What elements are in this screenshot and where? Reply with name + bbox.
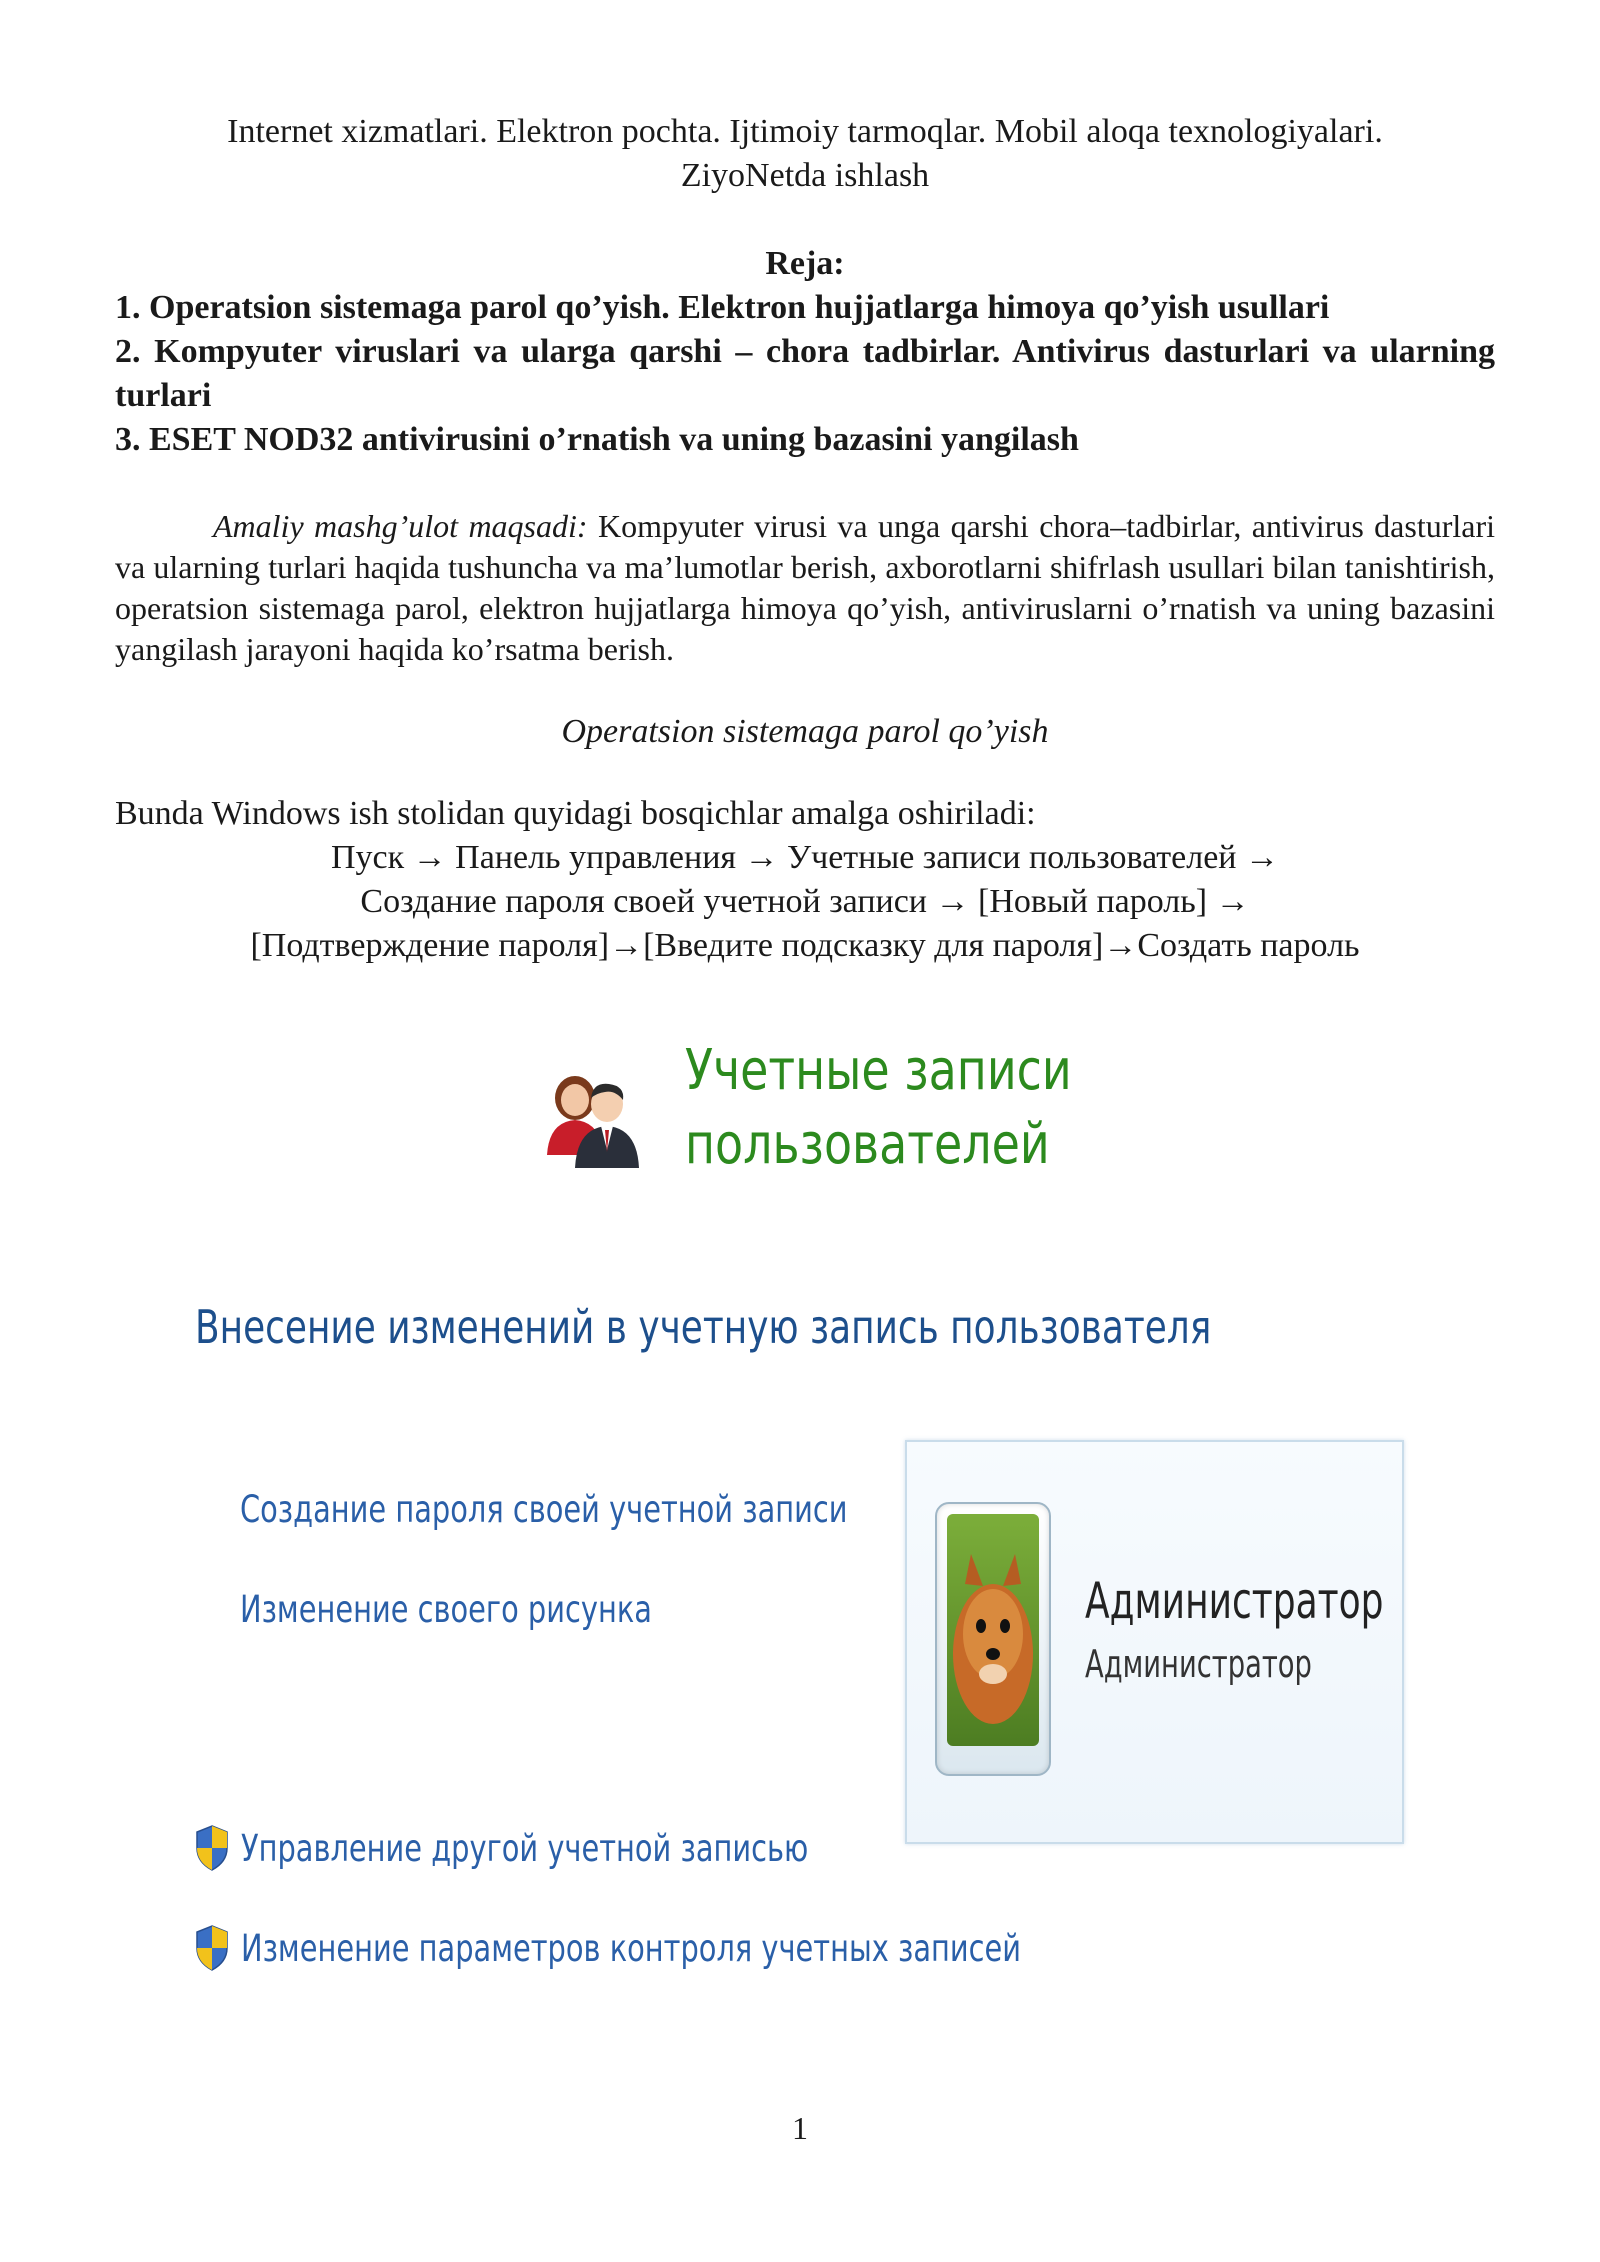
aim-label: Amaliy mashg’ulot maqsadi: [213, 508, 588, 544]
shield-icon [195, 1824, 229, 1872]
plan-item-2: 2. Kompyuter viruslari va ularga qarshi – chora tadbirlar. Antivirus dasturlari va ularning turlari [115, 333, 1495, 414]
account-role: Администратор [1085, 1642, 1312, 1686]
steps-line-1: Пуск → Панель управления → Учетные записи пользователей → [330, 839, 1279, 876]
plan-list [115, 286, 1495, 462]
dog-avatar [947, 1514, 1039, 1746]
users-icon [535, 1060, 645, 1170]
aim-paragraph [115, 506, 1495, 670]
avatar[interactable] [935, 1502, 1051, 1776]
plan-item-3: 3. ESET NOD32 antivirusini o’rnatish va uning bazasini yangilash [115, 421, 1079, 458]
manage-other-account-link[interactable] [195, 1818, 968, 1878]
account-card [905, 1440, 1404, 1844]
intro-text: Bunda Windows ish stolidan quyidagi bosqichlar amalga oshiriladi: [115, 795, 1036, 832]
page-number: 1 [792, 2110, 808, 2146]
header-line-1: Учетные записи [685, 1038, 1072, 1103]
document-body [115, 110, 1495, 968]
uac-settings-label: Изменение параметров контроля учетных записей [241, 1926, 1022, 1970]
document-title [115, 110, 1495, 198]
steps-line-2: Создание пароля своей учетной записи → [Новый пароль] → [360, 883, 1250, 920]
user-accounts-header [535, 1030, 1135, 1230]
title-line-1: Internet xizmatlari. Elektron pochta. Ijtimoiy tarmoqlar. Mobil aloqa texnologiyalari. [227, 113, 1383, 150]
steps-line-3: [Подтверждение пароля]→[Введите подсказку для пароля]→Создать пароль [250, 927, 1360, 964]
change-picture-link[interactable]: Изменение своего рисунка [240, 1588, 652, 1631]
section-title: Operatsion sistemaga parol qo’yish [561, 713, 1049, 750]
aim-text: Kompyuter virusi va unga qarshi chora–tadbirlar, antivirus dasturlari va ularning turlari haqida tushuncha va ma’lumotlar berish, axborotlarni shifrlash usullari bilan tanishtirish, operatsion sistemaga parol, elektron hujjatlarga himoya qo’yish, antiviruslarni o’rnatish va uning bazasini yangilash jarayoni haqida ko’rsatma berish. [115, 508, 1496, 667]
plan-heading: Reja: [765, 245, 845, 282]
title-line-2: ZiyoNetda ishlash [680, 157, 930, 194]
change-account-heading: Внесение изменений в учетную запись пользователя [195, 1300, 1212, 1354]
header-line-2: пользователей [685, 1112, 1050, 1177]
account-name: Администратор [1085, 1572, 1384, 1630]
plan-item-1: 1. Operatsion sistemaga parol qo’yish. Elektron hujjatlarga himoya qo’yish usullari [115, 289, 1330, 326]
steps-block [115, 836, 1495, 968]
uac-settings-link[interactable] [195, 1918, 1241, 1978]
shield-icon [195, 1924, 229, 1972]
user-accounts-title [685, 1034, 1072, 1182]
create-password-link[interactable]: Создание пароля своей учетной записи [240, 1488, 848, 1531]
manage-other-account-label: Управление другой учетной записью [241, 1826, 809, 1870]
